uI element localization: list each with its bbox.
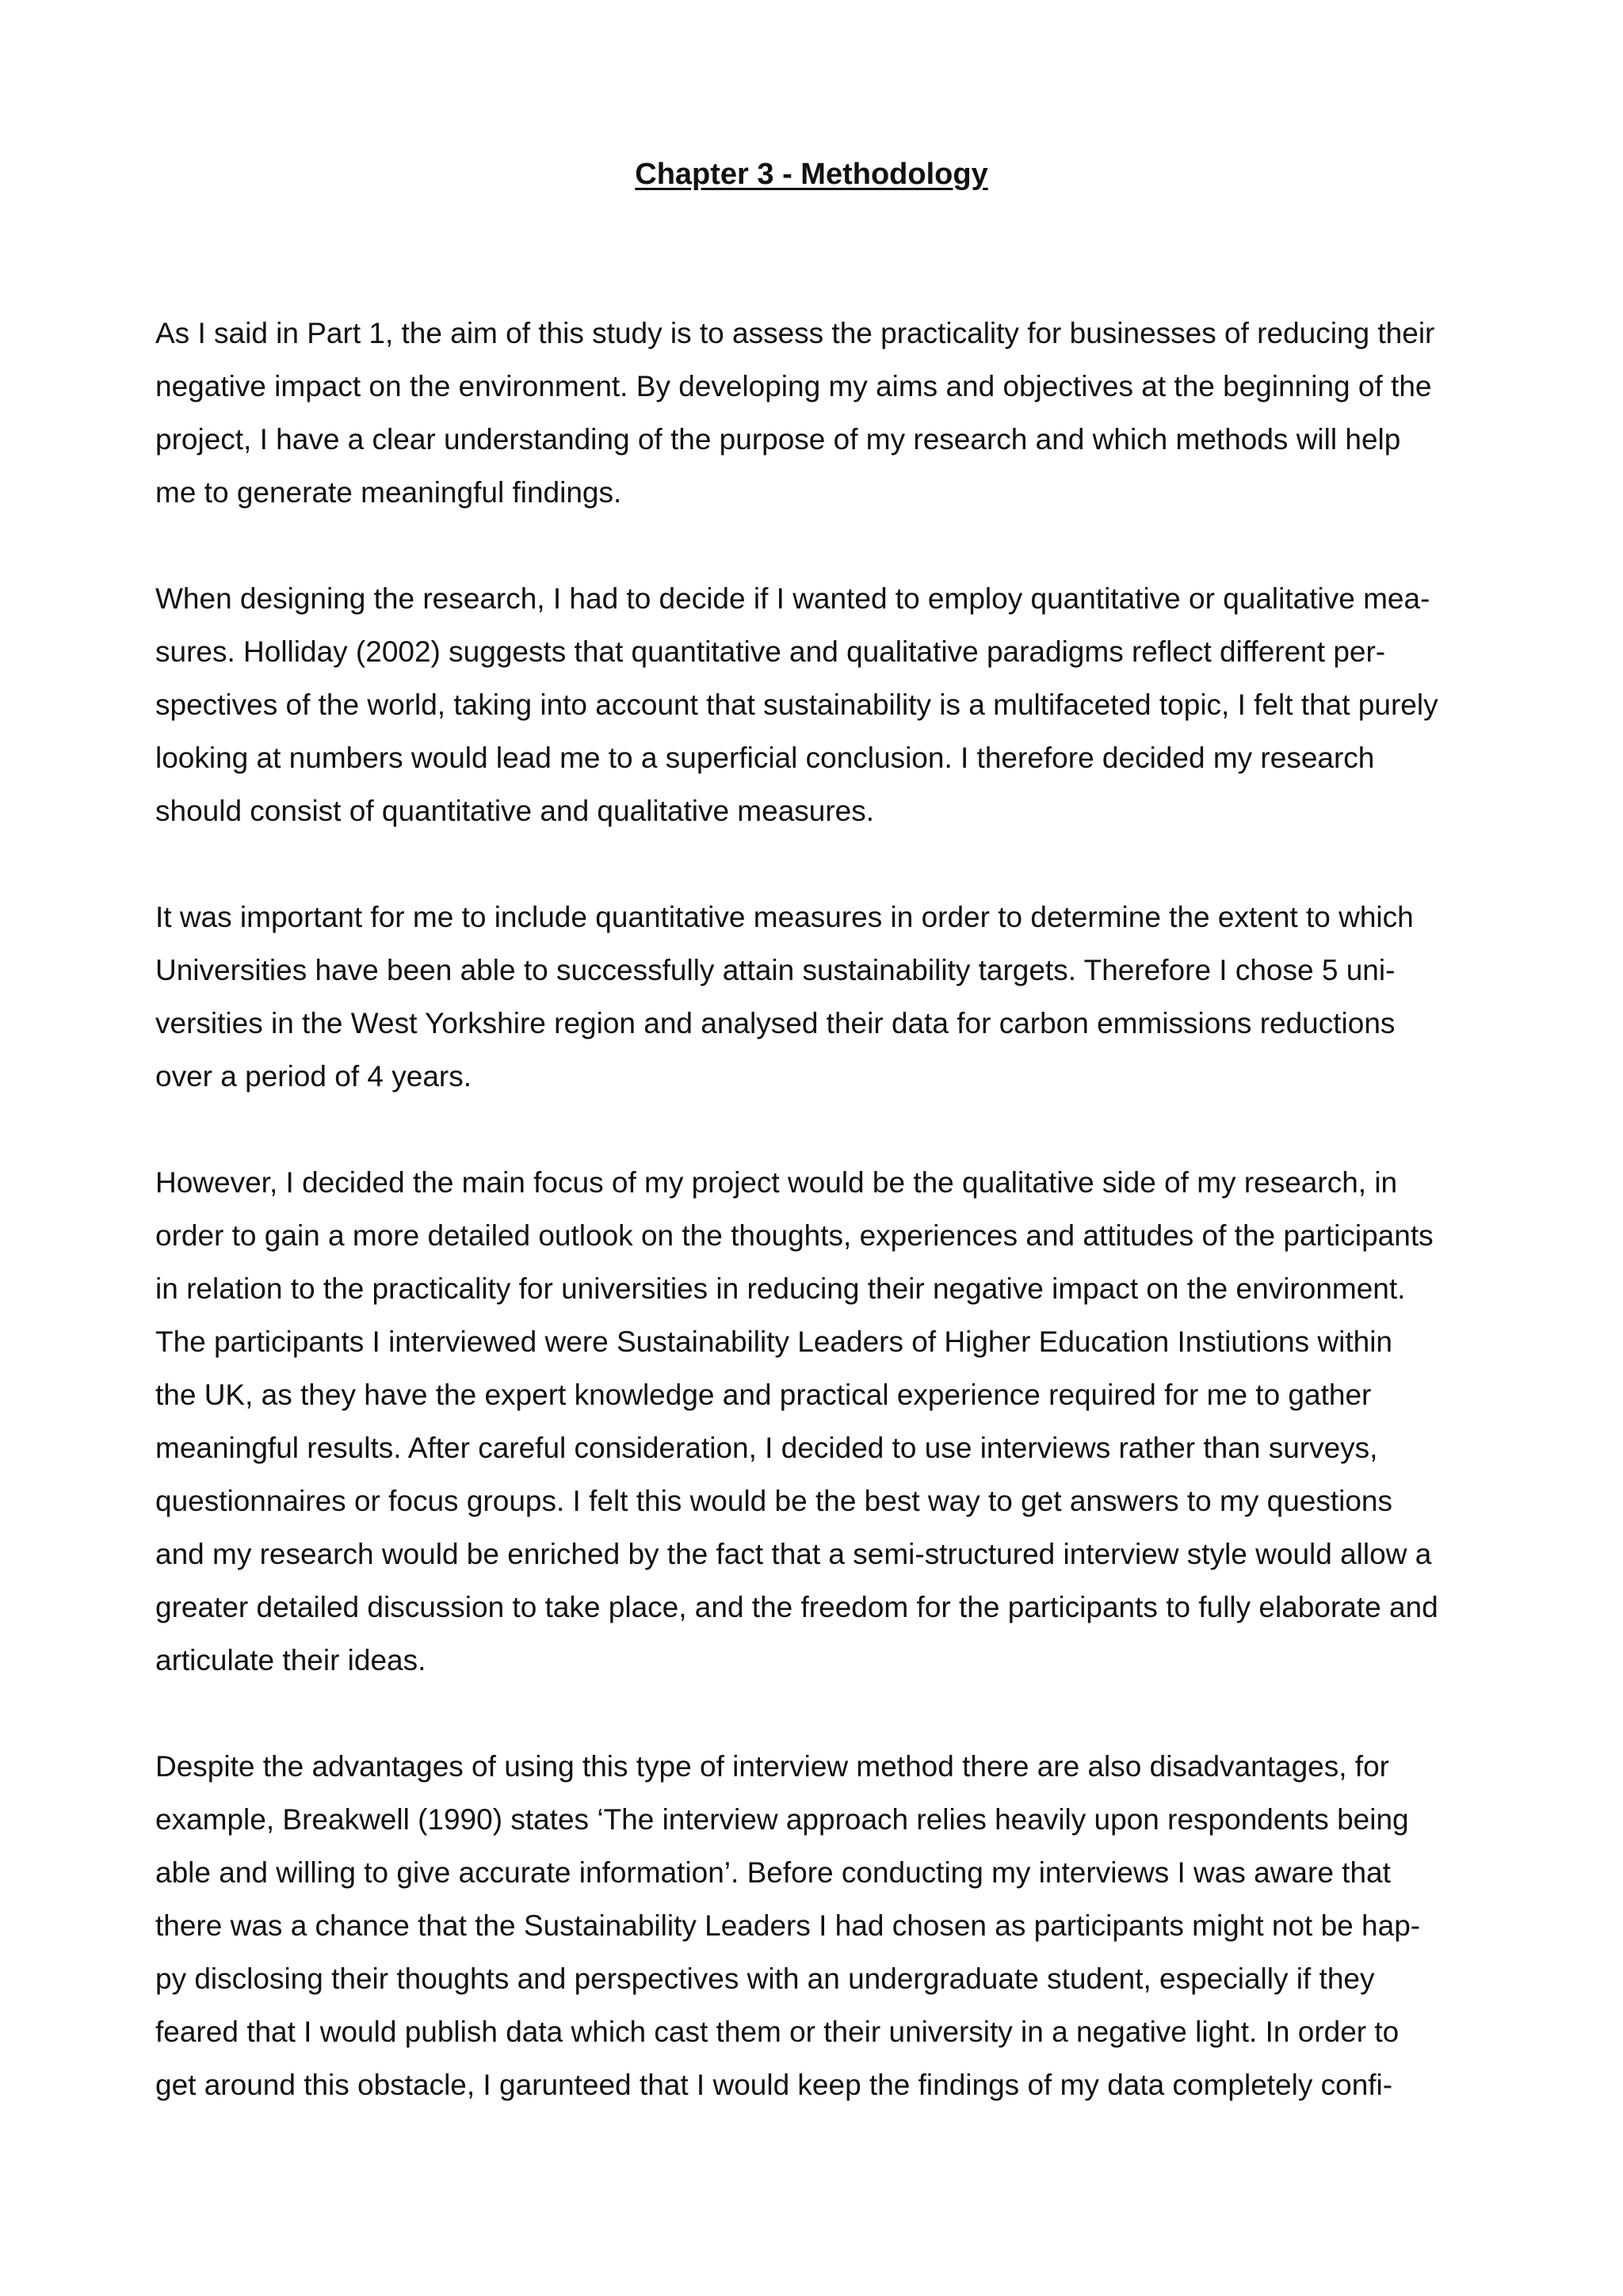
paragraph-2-line-3: spectives of the world, taking into account that sustainability is a multifaceted topic, I felt that purely xyxy=(155,688,1438,721)
paragraph-1-line-2: negative impact on the environment. By developing my aims and objectives at the beginning of the xyxy=(155,370,1432,402)
paragraph-4-line-1: However, I decided the main focus of my project would be the qualitative side of my research, in xyxy=(155,1166,1398,1199)
paragraph-1-line-3: project, I have a clear understanding of the purpose of my research and which methods will help xyxy=(155,423,1401,456)
paragraph-5-line-6: feared that I would publish data which cast them or their university in a negative light. In order to xyxy=(155,2016,1400,2048)
paragraph-5-line-3: able and willing to give accurate information’. Before conducting my interviews I was aware that xyxy=(155,1856,1391,1889)
paragraph-3-line-2: Universities have been able to successfully attain sustainability targets. Therefore I chose 5 uni- xyxy=(155,954,1396,986)
paragraph-4-line-10: articulate their ideas. xyxy=(155,1644,426,1676)
paragraph-4-line-9: greater detailed discussion to take place, and the freedom for the participants to fully elaborate and xyxy=(155,1591,1438,1623)
paragraph-4-line-3: in relation to the practicality for universities in reducing their negative impact on the environment. xyxy=(155,1272,1406,1305)
chapter-title: Chapter 3 - Methodology xyxy=(635,158,988,191)
paragraph-2-line-5: should consist of quantitative and qualitative measures. xyxy=(155,795,875,827)
paragraph-2-line-1: When designing the research, I had to decide if I wanted to employ quantitative or qualitative mea- xyxy=(155,582,1430,615)
paragraph-5-line-1: Despite the advantages of using this type of interview method there are also disadvantages, for xyxy=(155,1750,1389,1783)
paragraph-5-line-2: example, Breakwell (1990) states ‘The interview approach relies heavily upon respondents being xyxy=(155,1803,1409,1836)
paragraph-1-line-4: me to generate meaningful findings. xyxy=(155,476,622,509)
paragraph-5-line-5: py disclosing their thoughts and perspectives with an undergraduate student, especially if they xyxy=(155,1962,1375,1995)
paragraph-1-line-1: As I said in Part 1, the aim of this study is to assess the practicality for businesses of reducing their xyxy=(155,317,1435,349)
paragraph-3-line-1: It was important for me to include quantitative measures in order to determine the extent to which xyxy=(155,901,1414,933)
paragraph-4-line-6: meaningful results. After careful consideration, I decided to use interviews rather than surveys, xyxy=(155,1432,1378,1464)
paragraph-4-line-7: questionnaires or focus groups. I felt this would be the best way to get answers to my questions xyxy=(155,1485,1393,1517)
paragraph-4-line-8: and my research would be enriched by the fact that a semi-structured interview style would allow a xyxy=(155,1538,1432,1570)
paragraph-3-line-3: versities in the West Yorkshire region and analysed their data for carbon emmissions reductions xyxy=(155,1007,1396,1039)
paragraph-4-line-4: The participants I interviewed were Sustainability Leaders of Higher Education Instiutions within xyxy=(155,1325,1392,1358)
paragraph-4-line-5: the UK, as they have the expert knowledge and practical experience required for me to gather xyxy=(155,1379,1372,1411)
paragraph-3-line-4: over a period of 4 years. xyxy=(155,1060,472,1093)
paragraph-5-line-7: get around this obstacle, I garunteed that I would keep the findings of my data completely confi- xyxy=(155,2069,1393,2101)
paragraph-4-line-2: order to gain a more detailed outlook on the thoughts, experiences and attitudes of the participants xyxy=(155,1219,1434,1252)
paragraph-5-line-4: there was a chance that the Sustainability Leaders I had chosen as participants might not be hap- xyxy=(155,1909,1421,1942)
paragraph-2-line-2: sures. Holliday (2002) suggests that quantitative and qualitative paradigms reflect different per- xyxy=(155,635,1386,668)
paragraph-2-line-4: looking at numbers would lead me to a superficial conclusion. I therefore decided my research xyxy=(155,742,1375,774)
